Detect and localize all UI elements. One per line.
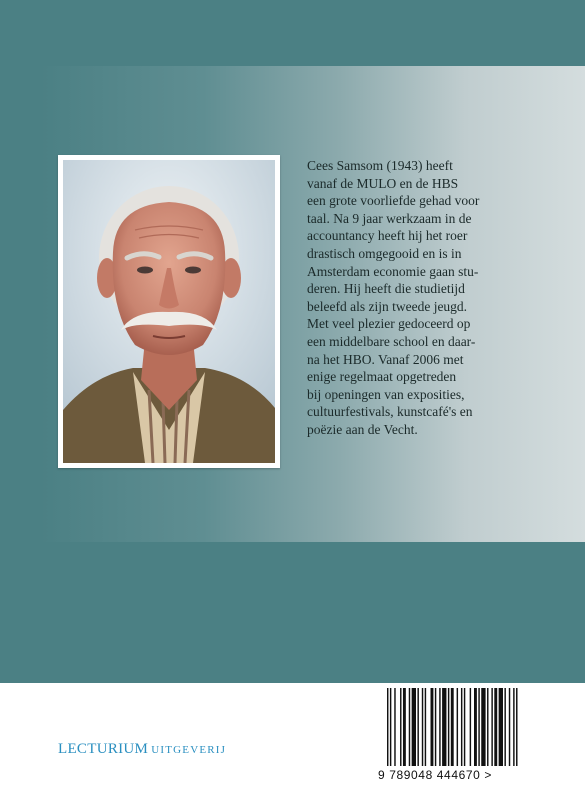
barcode-bar — [487, 688, 488, 766]
bio-line: accountancy heeft hij het roer — [307, 228, 468, 244]
barcode-bar — [481, 688, 485, 766]
barcode-bar — [425, 688, 426, 766]
bio-line: Amsterdam economie gaan stu- — [307, 263, 479, 279]
barcode-bar — [412, 688, 416, 766]
publisher-suffix: UITGEVERIJ — [151, 744, 227, 756]
barcode-bar — [400, 688, 401, 766]
barcode-bar — [431, 688, 434, 766]
barcode-bar — [417, 688, 418, 766]
barcode-bar — [439, 688, 440, 766]
barcode-bar — [499, 688, 503, 766]
bio-line: taal. Na 9 jaar werkzaam in de — [307, 210, 472, 226]
bio-line: poëzie aan de Vecht. — [307, 421, 418, 437]
bio-line: een grote voorliefde gehad voor — [307, 193, 480, 209]
author-bio — [307, 157, 549, 439]
publisher-name: LECTURIUM — [58, 741, 149, 757]
barcode-bar — [513, 688, 514, 766]
barcode-bar — [409, 688, 410, 766]
bio-line: beleefd als zijn tweede jeugd. — [307, 298, 468, 314]
barcode-bar — [403, 688, 406, 766]
barcode-bar — [451, 688, 454, 766]
barcode-bar — [457, 688, 458, 766]
barcode-bar — [504, 688, 505, 766]
publisher-logo — [58, 740, 226, 758]
barcode-bar — [470, 688, 471, 766]
barcode-bar — [442, 688, 446, 766]
author-portrait-image — [63, 160, 275, 463]
barcode-bar — [422, 688, 423, 766]
barcode-bar — [394, 688, 395, 766]
bio-line: enige regelmaat opgetreden — [307, 369, 457, 385]
barcode-bar — [435, 688, 436, 766]
bio-line: drastisch omgegooid en is in — [307, 245, 462, 261]
bio-line: een middelbare school en daar- — [307, 333, 476, 349]
barcode-bar — [448, 688, 449, 766]
barcode-bar — [387, 688, 388, 766]
bio-line: Cees Samsom (1943) heeft — [307, 158, 453, 173]
bio-line: vanaf de MULO en de HBS — [307, 175, 459, 191]
bio-line: na het HBO. Vanaf 2006 met — [307, 351, 464, 367]
barcode-bar — [461, 688, 462, 766]
barcode-bar — [464, 688, 465, 766]
bio-line: cultuurfestivals, kunstcafé's en — [307, 404, 473, 420]
barcode-bar — [390, 688, 391, 766]
barcode-bar — [478, 688, 479, 766]
author-photo — [58, 155, 280, 468]
bio-line: Met veel plezier gedoceerd op — [307, 316, 471, 332]
barcode-bar — [516, 688, 517, 766]
bio-line: bij openingen van exposities, — [307, 386, 465, 402]
barcode-bars — [385, 688, 575, 768]
isbn-number: 9 789048 444670 > — [378, 768, 492, 782]
barcode-bar — [494, 688, 497, 766]
bio-line: deren. Hij heeft die studietijd — [307, 281, 465, 297]
barcode-bar — [474, 688, 477, 766]
barcode-bar — [509, 688, 510, 766]
barcode-bar — [491, 688, 492, 766]
isbn-barcode — [385, 688, 575, 768]
